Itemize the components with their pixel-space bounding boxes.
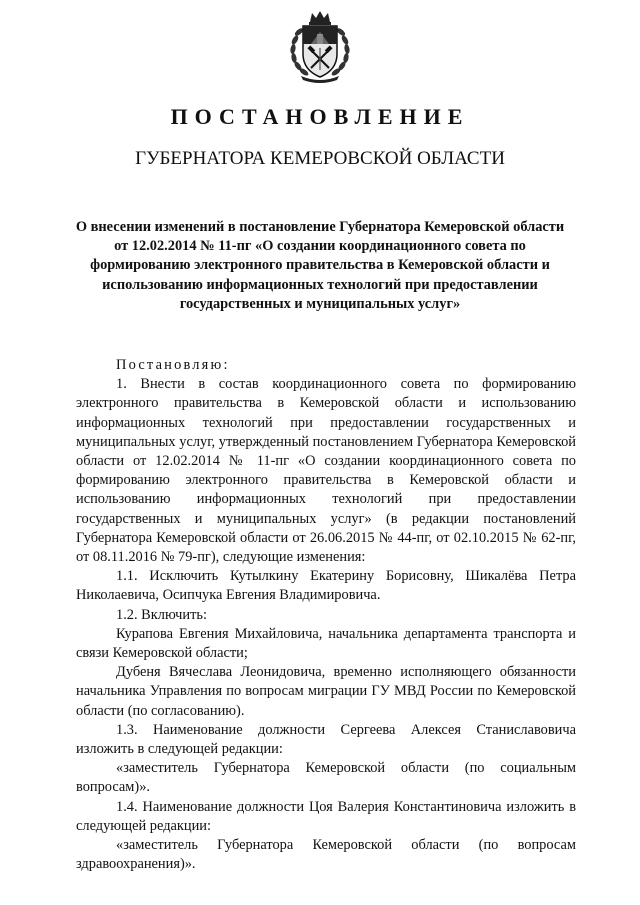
paragraph-1-1: 1.1. Исключить Кутылкину Екатерину Борисовну, Шикалёва Петра Николаевича, Осипчука Евгения Владимировича. — [76, 568, 576, 604]
paragraph-1-3: 1.3. Наименование должности Сергеева Алексея Станиславовича изложить в следующей редакции: — [76, 721, 576, 758]
paragraph-1-2: 1.2. Включить: — [116, 606, 207, 623]
paragraph-1: 1. Внести в состав координационного совета по формированию электронного правительства в Кемеровской области и использованию информационных технологий при предоставлении государственных и муниципальных услуг, утвержденный постановлением Губернатора Кемеровской области от 12.02.2014 № 11-пг «О создании координационного совета по формированию электронного правительства в Кемеровской области и использованию информационных технологий при предоставлении государственных и муниципальных услуг» (в редакции постановлений Губернатора Кемеровской области от 26.06.2015 № 44-пг, от 02.10.2015 № 62-пг, от 08.11.2016 № 79-пг), следующие изменения: — [76, 376, 576, 566]
decree-word: Постановляю: — [116, 357, 230, 373]
document-subject: О внесении изменений в постановление Губернатора Кемеровской области от 12.02.2014 № 11-пг «О создании координационного совета по формированию электронного правительства в Кемеровской области и использованию информационных технологий при предоставлении государственных и муниципальных услуг» — [75, 219, 565, 312]
paragraph-1-2-item-2: Дубеня Вячеслава Леонидовича, временно исполняющего обязанности начальника Управления по вопросам миграции ГУ МВД России по Кемеровской области (по согласованию). — [76, 664, 576, 719]
issuing-authority: ГУБЕРНАТОРА КЕМЕРОВСКОЙ ОБЛАСТИ — [135, 148, 505, 169]
coat-of-arms-icon — [287, 10, 353, 84]
paragraph-1-2-item-1: Курапова Евгения Михайловича, начальника департамента транспорта и связи Кемеровской области; — [76, 625, 576, 662]
document-body — [76, 356, 576, 874]
paragraph-1-3-quote: «заместитель Губернатора Кемеровской области (по социальным вопросам)». — [76, 760, 576, 796]
paragraph-1-4-quote: «заместитель Губернатора Кемеровской области (по вопросам здравоохранения)». — [76, 837, 576, 873]
paragraph-1-4: 1.4. Наименование должности Цоя Валерия Константиновича изложить в следующей редакции: — [76, 798, 576, 834]
document-type-heading: ПОСТАНОВЛЕНИЕ — [170, 104, 470, 129]
